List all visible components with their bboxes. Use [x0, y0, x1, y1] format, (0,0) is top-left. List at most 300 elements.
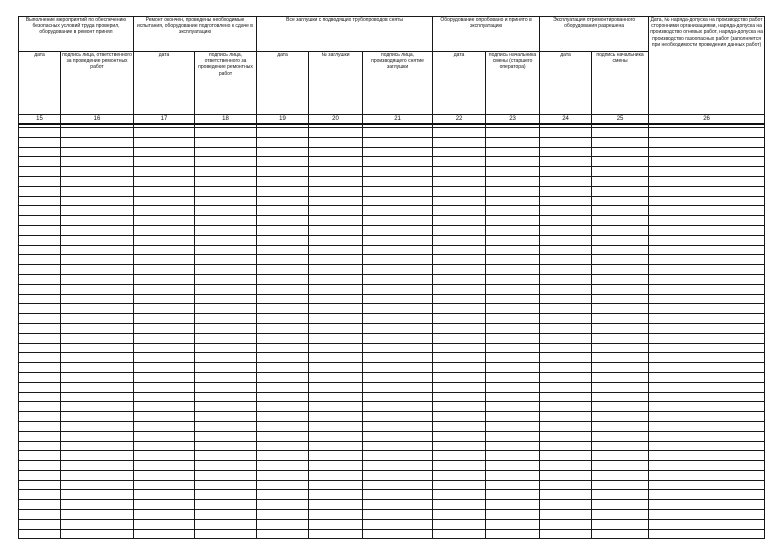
table-cell[interactable]: [363, 402, 433, 412]
table-cell[interactable]: [309, 451, 363, 461]
table-cell[interactable]: [540, 274, 592, 284]
table-cell[interactable]: [486, 294, 540, 304]
table-cell[interactable]: [592, 510, 649, 520]
table-cell[interactable]: [433, 176, 486, 186]
table-cell[interactable]: [61, 402, 134, 412]
table-cell[interactable]: [195, 235, 257, 245]
table-cell[interactable]: [592, 255, 649, 265]
table-cell[interactable]: [134, 304, 195, 314]
table-cell[interactable]: [433, 323, 486, 333]
table-cell[interactable]: [61, 157, 134, 167]
table-cell[interactable]: [257, 196, 309, 206]
table-cell[interactable]: [540, 284, 592, 294]
table-cell[interactable]: [61, 343, 134, 353]
table-cell[interactable]: [363, 372, 433, 382]
table-cell[interactable]: [61, 529, 134, 539]
table-cell[interactable]: [61, 137, 134, 147]
table-cell[interactable]: [649, 245, 765, 255]
table-cell[interactable]: [61, 333, 134, 343]
table-cell[interactable]: [134, 225, 195, 235]
table-cell[interactable]: [433, 206, 486, 216]
table-cell[interactable]: [486, 451, 540, 461]
table-cell[interactable]: [61, 421, 134, 431]
table-cell[interactable]: [592, 451, 649, 461]
table-cell[interactable]: [540, 176, 592, 186]
table-cell[interactable]: [257, 451, 309, 461]
table-cell[interactable]: [257, 157, 309, 167]
table-cell[interactable]: [257, 167, 309, 177]
table-cell[interactable]: [195, 216, 257, 226]
table-cell[interactable]: [61, 392, 134, 402]
table-cell[interactable]: [486, 421, 540, 431]
table-cell[interactable]: [309, 431, 363, 441]
table-cell[interactable]: [649, 500, 765, 510]
table-cell[interactable]: [433, 186, 486, 196]
table-cell[interactable]: [540, 137, 592, 147]
table-cell[interactable]: [257, 147, 309, 157]
table-cell[interactable]: [540, 186, 592, 196]
table-cell[interactable]: [649, 470, 765, 480]
table-cell[interactable]: [134, 284, 195, 294]
table-cell[interactable]: [540, 510, 592, 520]
table-cell[interactable]: [61, 167, 134, 177]
table-cell[interactable]: [592, 137, 649, 147]
table-cell[interactable]: [540, 480, 592, 490]
table-cell[interactable]: [649, 510, 765, 520]
table-cell[interactable]: [309, 441, 363, 451]
table-cell[interactable]: [309, 216, 363, 226]
table-cell[interactable]: [134, 519, 195, 529]
table-cell[interactable]: [592, 519, 649, 529]
table-cell[interactable]: [649, 392, 765, 402]
table-cell[interactable]: [433, 216, 486, 226]
table-cell[interactable]: [257, 431, 309, 441]
table-cell[interactable]: [540, 421, 592, 431]
table-cell[interactable]: [134, 323, 195, 333]
table-cell[interactable]: [649, 294, 765, 304]
table-cell[interactable]: [592, 412, 649, 422]
table-cell[interactable]: [309, 412, 363, 422]
table-cell[interactable]: [363, 392, 433, 402]
table-cell[interactable]: [433, 451, 486, 461]
table-cell[interactable]: [649, 157, 765, 167]
table-cell[interactable]: [649, 490, 765, 500]
table-cell[interactable]: [195, 382, 257, 392]
table-cell[interactable]: [309, 167, 363, 177]
table-cell[interactable]: [309, 363, 363, 373]
table-cell[interactable]: [134, 265, 195, 275]
table-cell[interactable]: [649, 353, 765, 363]
table-cell[interactable]: [363, 323, 433, 333]
table-cell[interactable]: [309, 529, 363, 539]
table-cell[interactable]: [363, 431, 433, 441]
table-cell[interactable]: [363, 363, 433, 373]
table-cell[interactable]: [134, 353, 195, 363]
table-cell[interactable]: [433, 255, 486, 265]
table-cell[interactable]: [257, 265, 309, 275]
table-cell[interactable]: [540, 294, 592, 304]
table-cell[interactable]: [649, 441, 765, 451]
table-cell[interactable]: [433, 372, 486, 382]
table-cell[interactable]: [592, 235, 649, 245]
table-cell[interactable]: [61, 206, 134, 216]
table-cell[interactable]: [649, 128, 765, 138]
table-cell[interactable]: [195, 372, 257, 382]
table-cell[interactable]: [61, 216, 134, 226]
table-cell[interactable]: [61, 412, 134, 422]
table-cell[interactable]: [486, 206, 540, 216]
table-cell[interactable]: [649, 451, 765, 461]
table-cell[interactable]: [309, 500, 363, 510]
table-cell[interactable]: [540, 128, 592, 138]
table-cell[interactable]: [134, 412, 195, 422]
table-cell[interactable]: [649, 304, 765, 314]
table-cell[interactable]: [486, 343, 540, 353]
table-cell[interactable]: [363, 441, 433, 451]
table-cell[interactable]: [19, 206, 61, 216]
table-cell[interactable]: [61, 470, 134, 480]
table-cell[interactable]: [195, 441, 257, 451]
table-cell[interactable]: [257, 480, 309, 490]
table-cell[interactable]: [486, 500, 540, 510]
table-cell[interactable]: [433, 167, 486, 177]
table-cell[interactable]: [592, 157, 649, 167]
table-cell[interactable]: [257, 441, 309, 451]
table-cell[interactable]: [363, 225, 433, 235]
table-cell[interactable]: [61, 323, 134, 333]
table-cell[interactable]: [592, 441, 649, 451]
table-cell[interactable]: [61, 147, 134, 157]
table-cell[interactable]: [61, 274, 134, 284]
table-cell[interactable]: [257, 392, 309, 402]
table-cell[interactable]: [433, 529, 486, 539]
table-cell[interactable]: [649, 412, 765, 422]
table-cell[interactable]: [363, 128, 433, 138]
table-cell[interactable]: [363, 216, 433, 226]
table-cell[interactable]: [592, 245, 649, 255]
table-cell[interactable]: [195, 206, 257, 216]
table-cell[interactable]: [19, 402, 61, 412]
table-cell[interactable]: [433, 314, 486, 324]
table-cell[interactable]: [257, 245, 309, 255]
table-cell[interactable]: [363, 147, 433, 157]
table-cell[interactable]: [195, 519, 257, 529]
table-cell[interactable]: [61, 235, 134, 245]
table-cell[interactable]: [649, 284, 765, 294]
table-cell[interactable]: [363, 451, 433, 461]
table-cell[interactable]: [486, 363, 540, 373]
table-cell[interactable]: [19, 186, 61, 196]
table-cell[interactable]: [19, 284, 61, 294]
table-cell[interactable]: [363, 294, 433, 304]
table-cell[interactable]: [592, 431, 649, 441]
table-cell[interactable]: [486, 461, 540, 471]
table-cell[interactable]: [363, 186, 433, 196]
table-cell[interactable]: [433, 274, 486, 284]
table-cell[interactable]: [363, 245, 433, 255]
table-cell[interactable]: [195, 255, 257, 265]
table-cell[interactable]: [257, 363, 309, 373]
table-cell[interactable]: [134, 274, 195, 284]
table-cell[interactable]: [433, 392, 486, 402]
table-cell[interactable]: [309, 157, 363, 167]
table-cell[interactable]: [19, 461, 61, 471]
table-cell[interactable]: [592, 490, 649, 500]
table-cell[interactable]: [540, 441, 592, 451]
table-cell[interactable]: [19, 353, 61, 363]
table-cell[interactable]: [134, 128, 195, 138]
table-cell[interactable]: [592, 529, 649, 539]
table-cell[interactable]: [61, 284, 134, 294]
table-cell[interactable]: [19, 245, 61, 255]
table-cell[interactable]: [540, 431, 592, 441]
table-cell[interactable]: [61, 294, 134, 304]
table-cell[interactable]: [363, 490, 433, 500]
table-cell[interactable]: [649, 519, 765, 529]
table-cell[interactable]: [257, 284, 309, 294]
table-cell[interactable]: [433, 510, 486, 520]
table-cell[interactable]: [257, 274, 309, 284]
table-cell[interactable]: [134, 510, 195, 520]
table-cell[interactable]: [195, 500, 257, 510]
table-cell[interactable]: [433, 157, 486, 167]
table-cell[interactable]: [61, 304, 134, 314]
table-cell[interactable]: [486, 176, 540, 186]
table-cell[interactable]: [195, 392, 257, 402]
table-cell[interactable]: [592, 225, 649, 235]
table-cell[interactable]: [649, 206, 765, 216]
table-cell[interactable]: [363, 176, 433, 186]
table-cell[interactable]: [61, 500, 134, 510]
table-cell[interactable]: [61, 363, 134, 373]
table-cell[interactable]: [433, 284, 486, 294]
table-cell[interactable]: [363, 235, 433, 245]
table-cell[interactable]: [257, 323, 309, 333]
table-cell[interactable]: [649, 176, 765, 186]
table-cell[interactable]: [592, 216, 649, 226]
table-cell[interactable]: [257, 137, 309, 147]
table-cell[interactable]: [309, 196, 363, 206]
table-cell[interactable]: [134, 421, 195, 431]
table-cell[interactable]: [195, 431, 257, 441]
table-cell[interactable]: [19, 372, 61, 382]
table-cell[interactable]: [486, 225, 540, 235]
table-cell[interactable]: [540, 529, 592, 539]
table-cell[interactable]: [592, 353, 649, 363]
table-cell[interactable]: [363, 412, 433, 422]
table-cell[interactable]: [134, 392, 195, 402]
table-cell[interactable]: [649, 137, 765, 147]
table-cell[interactable]: [195, 304, 257, 314]
table-cell[interactable]: [195, 333, 257, 343]
table-cell[interactable]: [257, 490, 309, 500]
table-cell[interactable]: [592, 284, 649, 294]
table-cell[interactable]: [19, 314, 61, 324]
table-cell[interactable]: [257, 519, 309, 529]
table-cell[interactable]: [134, 480, 195, 490]
table-cell[interactable]: [592, 470, 649, 480]
table-cell[interactable]: [540, 402, 592, 412]
table-cell[interactable]: [649, 167, 765, 177]
table-cell[interactable]: [257, 402, 309, 412]
table-cell[interactable]: [61, 461, 134, 471]
table-cell[interactable]: [486, 519, 540, 529]
table-cell[interactable]: [134, 431, 195, 441]
table-cell[interactable]: [19, 265, 61, 275]
table-cell[interactable]: [649, 255, 765, 265]
table-cell[interactable]: [309, 510, 363, 520]
table-cell[interactable]: [134, 490, 195, 500]
table-cell[interactable]: [19, 216, 61, 226]
table-cell[interactable]: [257, 304, 309, 314]
table-cell[interactable]: [649, 314, 765, 324]
table-cell[interactable]: [19, 294, 61, 304]
table-cell[interactable]: [309, 353, 363, 363]
table-cell[interactable]: [257, 225, 309, 235]
table-cell[interactable]: [61, 225, 134, 235]
table-cell[interactable]: [19, 441, 61, 451]
table-cell[interactable]: [363, 137, 433, 147]
table-cell[interactable]: [433, 196, 486, 206]
table-cell[interactable]: [363, 196, 433, 206]
table-cell[interactable]: [195, 451, 257, 461]
table-cell[interactable]: [309, 372, 363, 382]
table-cell[interactable]: [195, 137, 257, 147]
table-cell[interactable]: [433, 343, 486, 353]
table-cell[interactable]: [363, 529, 433, 539]
table-cell[interactable]: [433, 128, 486, 138]
table-cell[interactable]: [309, 225, 363, 235]
table-cell[interactable]: [195, 176, 257, 186]
table-cell[interactable]: [363, 519, 433, 529]
table-cell[interactable]: [257, 294, 309, 304]
table-cell[interactable]: [486, 235, 540, 245]
table-cell[interactable]: [649, 225, 765, 235]
table-cell[interactable]: [195, 529, 257, 539]
table-cell[interactable]: [649, 363, 765, 373]
table-cell[interactable]: [592, 265, 649, 275]
table-cell[interactable]: [19, 176, 61, 186]
table-cell[interactable]: [195, 323, 257, 333]
table-cell[interactable]: [649, 480, 765, 490]
table-cell[interactable]: [433, 225, 486, 235]
table-cell[interactable]: [433, 431, 486, 441]
table-cell[interactable]: [195, 225, 257, 235]
table-cell[interactable]: [540, 314, 592, 324]
table-cell[interactable]: [433, 382, 486, 392]
table-cell[interactable]: [309, 490, 363, 500]
table-cell[interactable]: [134, 206, 195, 216]
table-cell[interactable]: [61, 382, 134, 392]
table-cell[interactable]: [19, 470, 61, 480]
table-cell[interactable]: [433, 470, 486, 480]
table-cell[interactable]: [19, 421, 61, 431]
table-cell[interactable]: [363, 206, 433, 216]
table-cell[interactable]: [433, 461, 486, 471]
table-cell[interactable]: [134, 333, 195, 343]
table-cell[interactable]: [309, 343, 363, 353]
table-cell[interactable]: [257, 176, 309, 186]
table-cell[interactable]: [592, 372, 649, 382]
table-cell[interactable]: [486, 480, 540, 490]
table-cell[interactable]: [592, 167, 649, 177]
table-cell[interactable]: [195, 265, 257, 275]
table-cell[interactable]: [61, 176, 134, 186]
table-cell[interactable]: [649, 382, 765, 392]
table-cell[interactable]: [19, 480, 61, 490]
table-cell[interactable]: [195, 363, 257, 373]
table-cell[interactable]: [433, 294, 486, 304]
table-cell[interactable]: [540, 343, 592, 353]
table-cell[interactable]: [649, 323, 765, 333]
table-cell[interactable]: [19, 519, 61, 529]
table-cell[interactable]: [257, 216, 309, 226]
table-cell[interactable]: [257, 382, 309, 392]
table-cell[interactable]: [592, 294, 649, 304]
table-cell[interactable]: [486, 314, 540, 324]
table-cell[interactable]: [363, 304, 433, 314]
table-cell[interactable]: [540, 392, 592, 402]
table-cell[interactable]: [134, 372, 195, 382]
table-cell[interactable]: [134, 196, 195, 206]
table-cell[interactable]: [486, 402, 540, 412]
table-cell[interactable]: [257, 314, 309, 324]
table-cell[interactable]: [433, 490, 486, 500]
table-cell[interactable]: [486, 157, 540, 167]
table-cell[interactable]: [195, 470, 257, 480]
table-cell[interactable]: [363, 255, 433, 265]
table-cell[interactable]: [486, 529, 540, 539]
table-cell[interactable]: [309, 235, 363, 245]
table-cell[interactable]: [486, 392, 540, 402]
table-cell[interactable]: [649, 186, 765, 196]
table-cell[interactable]: [61, 431, 134, 441]
table-cell[interactable]: [540, 265, 592, 275]
table-cell[interactable]: [195, 147, 257, 157]
table-cell[interactable]: [195, 343, 257, 353]
table-cell[interactable]: [486, 186, 540, 196]
table-cell[interactable]: [592, 480, 649, 490]
table-cell[interactable]: [433, 412, 486, 422]
table-cell[interactable]: [592, 186, 649, 196]
table-cell[interactable]: [592, 323, 649, 333]
table-cell[interactable]: [592, 461, 649, 471]
table-cell[interactable]: [592, 176, 649, 186]
table-cell[interactable]: [257, 235, 309, 245]
table-cell[interactable]: [19, 304, 61, 314]
table-cell[interactable]: [257, 461, 309, 471]
table-cell[interactable]: [61, 372, 134, 382]
table-cell[interactable]: [19, 343, 61, 353]
table-cell[interactable]: [592, 363, 649, 373]
table-cell[interactable]: [257, 343, 309, 353]
table-cell[interactable]: [134, 186, 195, 196]
table-cell[interactable]: [19, 500, 61, 510]
table-cell[interactable]: [195, 461, 257, 471]
table-cell[interactable]: [134, 137, 195, 147]
table-cell[interactable]: [309, 314, 363, 324]
table-cell[interactable]: [486, 382, 540, 392]
table-cell[interactable]: [540, 470, 592, 480]
table-cell[interactable]: [433, 265, 486, 275]
table-cell[interactable]: [309, 421, 363, 431]
table-cell[interactable]: [309, 186, 363, 196]
table-cell[interactable]: [363, 421, 433, 431]
table-cell[interactable]: [195, 284, 257, 294]
table-cell[interactable]: [134, 500, 195, 510]
table-cell[interactable]: [134, 363, 195, 373]
table-cell[interactable]: [61, 196, 134, 206]
